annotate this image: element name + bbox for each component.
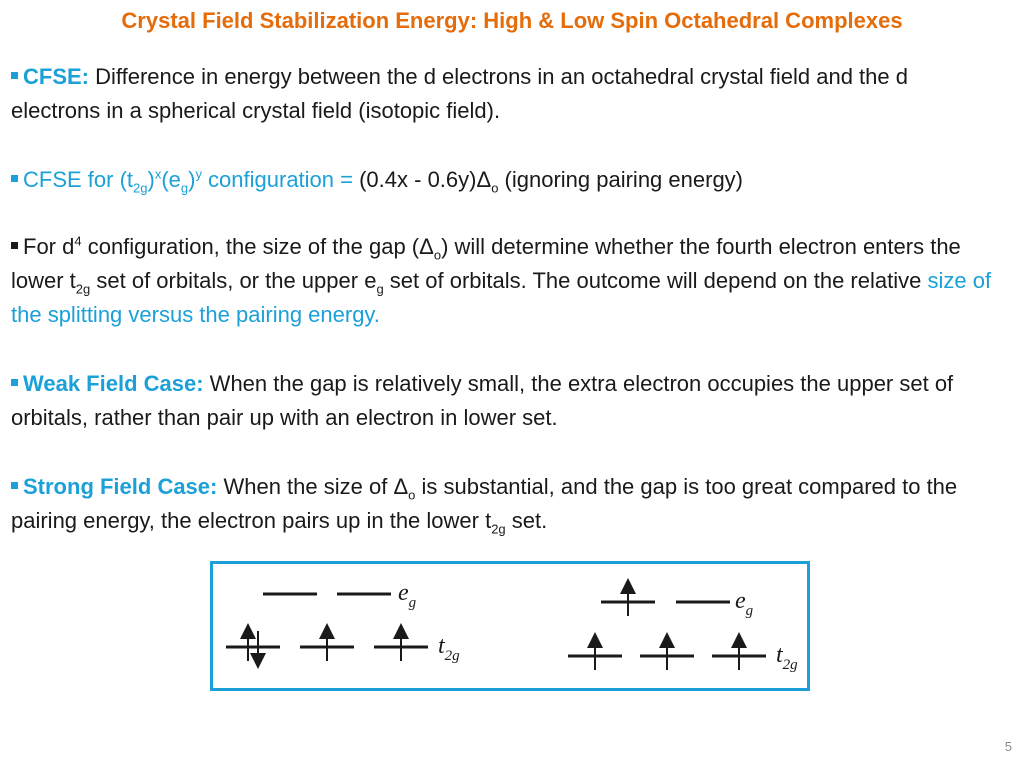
formula-expression: $(0.4x - 0.6y)\Delta_o$ (ignoring pairing energy): [359, 167, 743, 196]
orbital-diagram-svg: [213, 564, 807, 688]
bullet-icon: [11, 175, 18, 182]
bullet-icon: [11, 242, 18, 249]
weak-field-text: When the gap is relatively small, the extra electron occupies the upper set of orbitals, rather than pair up with an electron in lower set.: [11, 371, 954, 430]
bullet-icon: [11, 72, 18, 79]
paragraph-cfse-formula: [11, 163, 1001, 197]
highlight-text: size of the splitting versus the pairing energy.: [11, 268, 992, 327]
right-t2g-label: $t_{2g}$: [776, 642, 798, 673]
slide-title: Crystal Field Stabilization Energy: High & Low Spin Octahedral Complexes: [121, 8, 903, 33]
high-spin-diagram: [226, 580, 460, 664]
formula-lead: CFSE for $(t_{2g})^x(e_g)^y$ configuration =: [23, 166, 360, 196]
low-spin-diagram: [568, 586, 798, 673]
paragraph-strong-field: Strong Field Case: When the size of $\Delta_o$ is substantial, and the gap is too great compared to the pairing energy, the electron pairs up in the lower $t_{2g}$ set.: [11, 474, 958, 537]
orbital-splitting-diagram: [210, 561, 810, 691]
paragraph-weak-field: [11, 367, 1001, 435]
page-number: 5: [1004, 739, 1012, 754]
right-eg-label: $e_g$: [735, 588, 754, 619]
paragraph-d4-configuration: For $d^4$ configuration, the size of the gap $(\Delta_o)$ will determine whether the fourth electron enters the lower $t_{2g}$ set of orbitals, or the upper $e_g$ set of orbitals. The outcome will depend on the relative size of the splitting versus the pairing energy.: [11, 233, 992, 327]
bullet-icon: [11, 482, 18, 489]
cfse-term: CFSE:: [23, 64, 89, 89]
paragraph-cfse-definition: [11, 60, 1001, 128]
strong-field-term: Strong Field Case:: [23, 474, 218, 499]
weak-field-term: Weak Field Case:: [23, 371, 204, 396]
bullet-icon: [11, 379, 18, 386]
cfse-definition-text: Difference in energy between the d electrons in an octahedral crystal field and the d electrons in a spherical crystal field (isotopic field).: [11, 64, 908, 123]
left-t2g-label: $t_{2g}$: [438, 633, 460, 664]
left-eg-label: $e_g$: [398, 580, 417, 611]
